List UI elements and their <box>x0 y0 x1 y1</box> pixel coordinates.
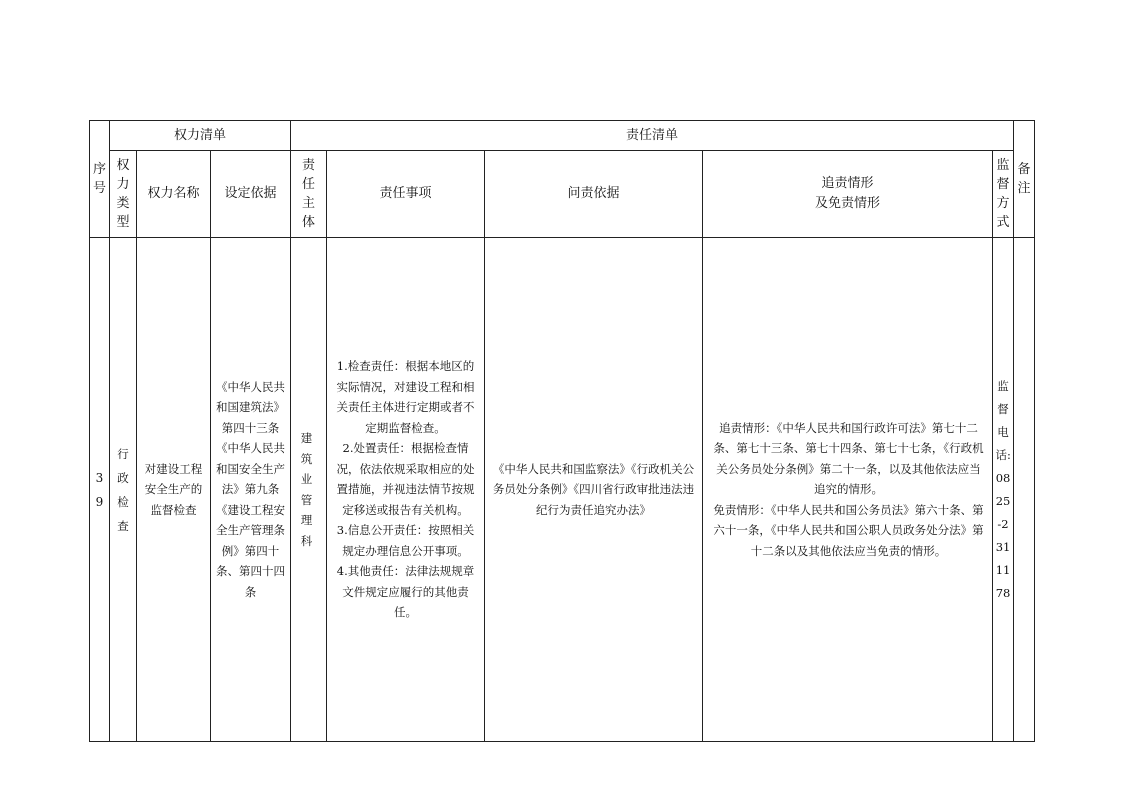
cell-account-basis: 《中华人民共和国监察法》《行政机关公务员处分条例》《四川省行政审批违法违纪行为责任追究办法》 <box>485 238 703 742</box>
cell-remark <box>1014 238 1035 742</box>
pursue-item: 追责情形：《中华人民共和国行政许可法》第七十二条、第七十三条、第七十四条、第七十七条，《行政机关公务员处分条例》第二十一条，以及其他依法应当追究的情形。 <box>713 420 984 497</box>
header-power-list: 权力清单 <box>110 121 291 151</box>
header-seq: 序号 <box>90 121 110 238</box>
header-pursue <box>703 151 993 238</box>
header-power-name: 权力名称 <box>137 151 211 238</box>
header-basis: 设定依据 <box>211 151 291 238</box>
cell-basis <box>211 238 291 742</box>
cell-seq: 39 <box>90 238 110 742</box>
header-remark: 备注 <box>1014 121 1035 238</box>
cell-pursue <box>703 238 993 742</box>
cell-supervise: 监督电话:0825-2311178 <box>993 238 1014 742</box>
cell-resp-items <box>327 238 485 742</box>
resp-item: 4.其他责任：法律法规规章文件规定应履行的其他责任。 <box>336 564 475 620</box>
cell-power-type: 行政检查 <box>110 238 137 742</box>
basis-item: 《中华人民共和国建筑法》第四十三条 <box>216 379 285 435</box>
header-pursue-line1: 追责情形 <box>821 176 874 191</box>
pursue-item: 免责情形：《中华人民共和国公务员法》第六十条、第六十一条，《中华人民共和国公职人员政务处分法》第十二条以及其他依法应当免责的情形。 <box>713 502 984 558</box>
header-supervise: 监督方式 <box>993 151 1014 238</box>
cell-power-name: 对建设工程安全生产的监督检查 <box>137 238 211 742</box>
basis-item: 《中华人民共和国安全生产法》第九条 <box>216 441 285 497</box>
cell-resp-subject: 建筑业管理科 <box>291 238 327 742</box>
header-resp-subject: 责任主体 <box>291 151 327 238</box>
header-resp-items: 责任事项 <box>327 151 485 238</box>
header-pursue-line2: 及免责情形 <box>814 196 880 211</box>
table-row <box>90 238 1035 742</box>
resp-item: 2.处置责任：根据检查情况，依法依规采取相应的处置措施，并视违法情节按规定移送或报告有关机构。 <box>336 441 475 517</box>
power-responsibility-table <box>89 120 1035 742</box>
resp-item: 1.检查责任：根据本地区的实际情况，对建设工程和相关责任主体进行定期或者不定期监督检查。 <box>336 359 475 435</box>
resp-item: 3.信息公开责任：按照相关规定办理信息公开事项。 <box>336 523 475 558</box>
basis-item: 《建设工程安全生产管理条例》第四十条、第四十四条 <box>216 502 285 599</box>
header-power-type: 权力类型 <box>110 151 137 238</box>
header-account-basis: 问责依据 <box>485 151 703 238</box>
header-resp-list: 责任清单 <box>291 121 1014 151</box>
